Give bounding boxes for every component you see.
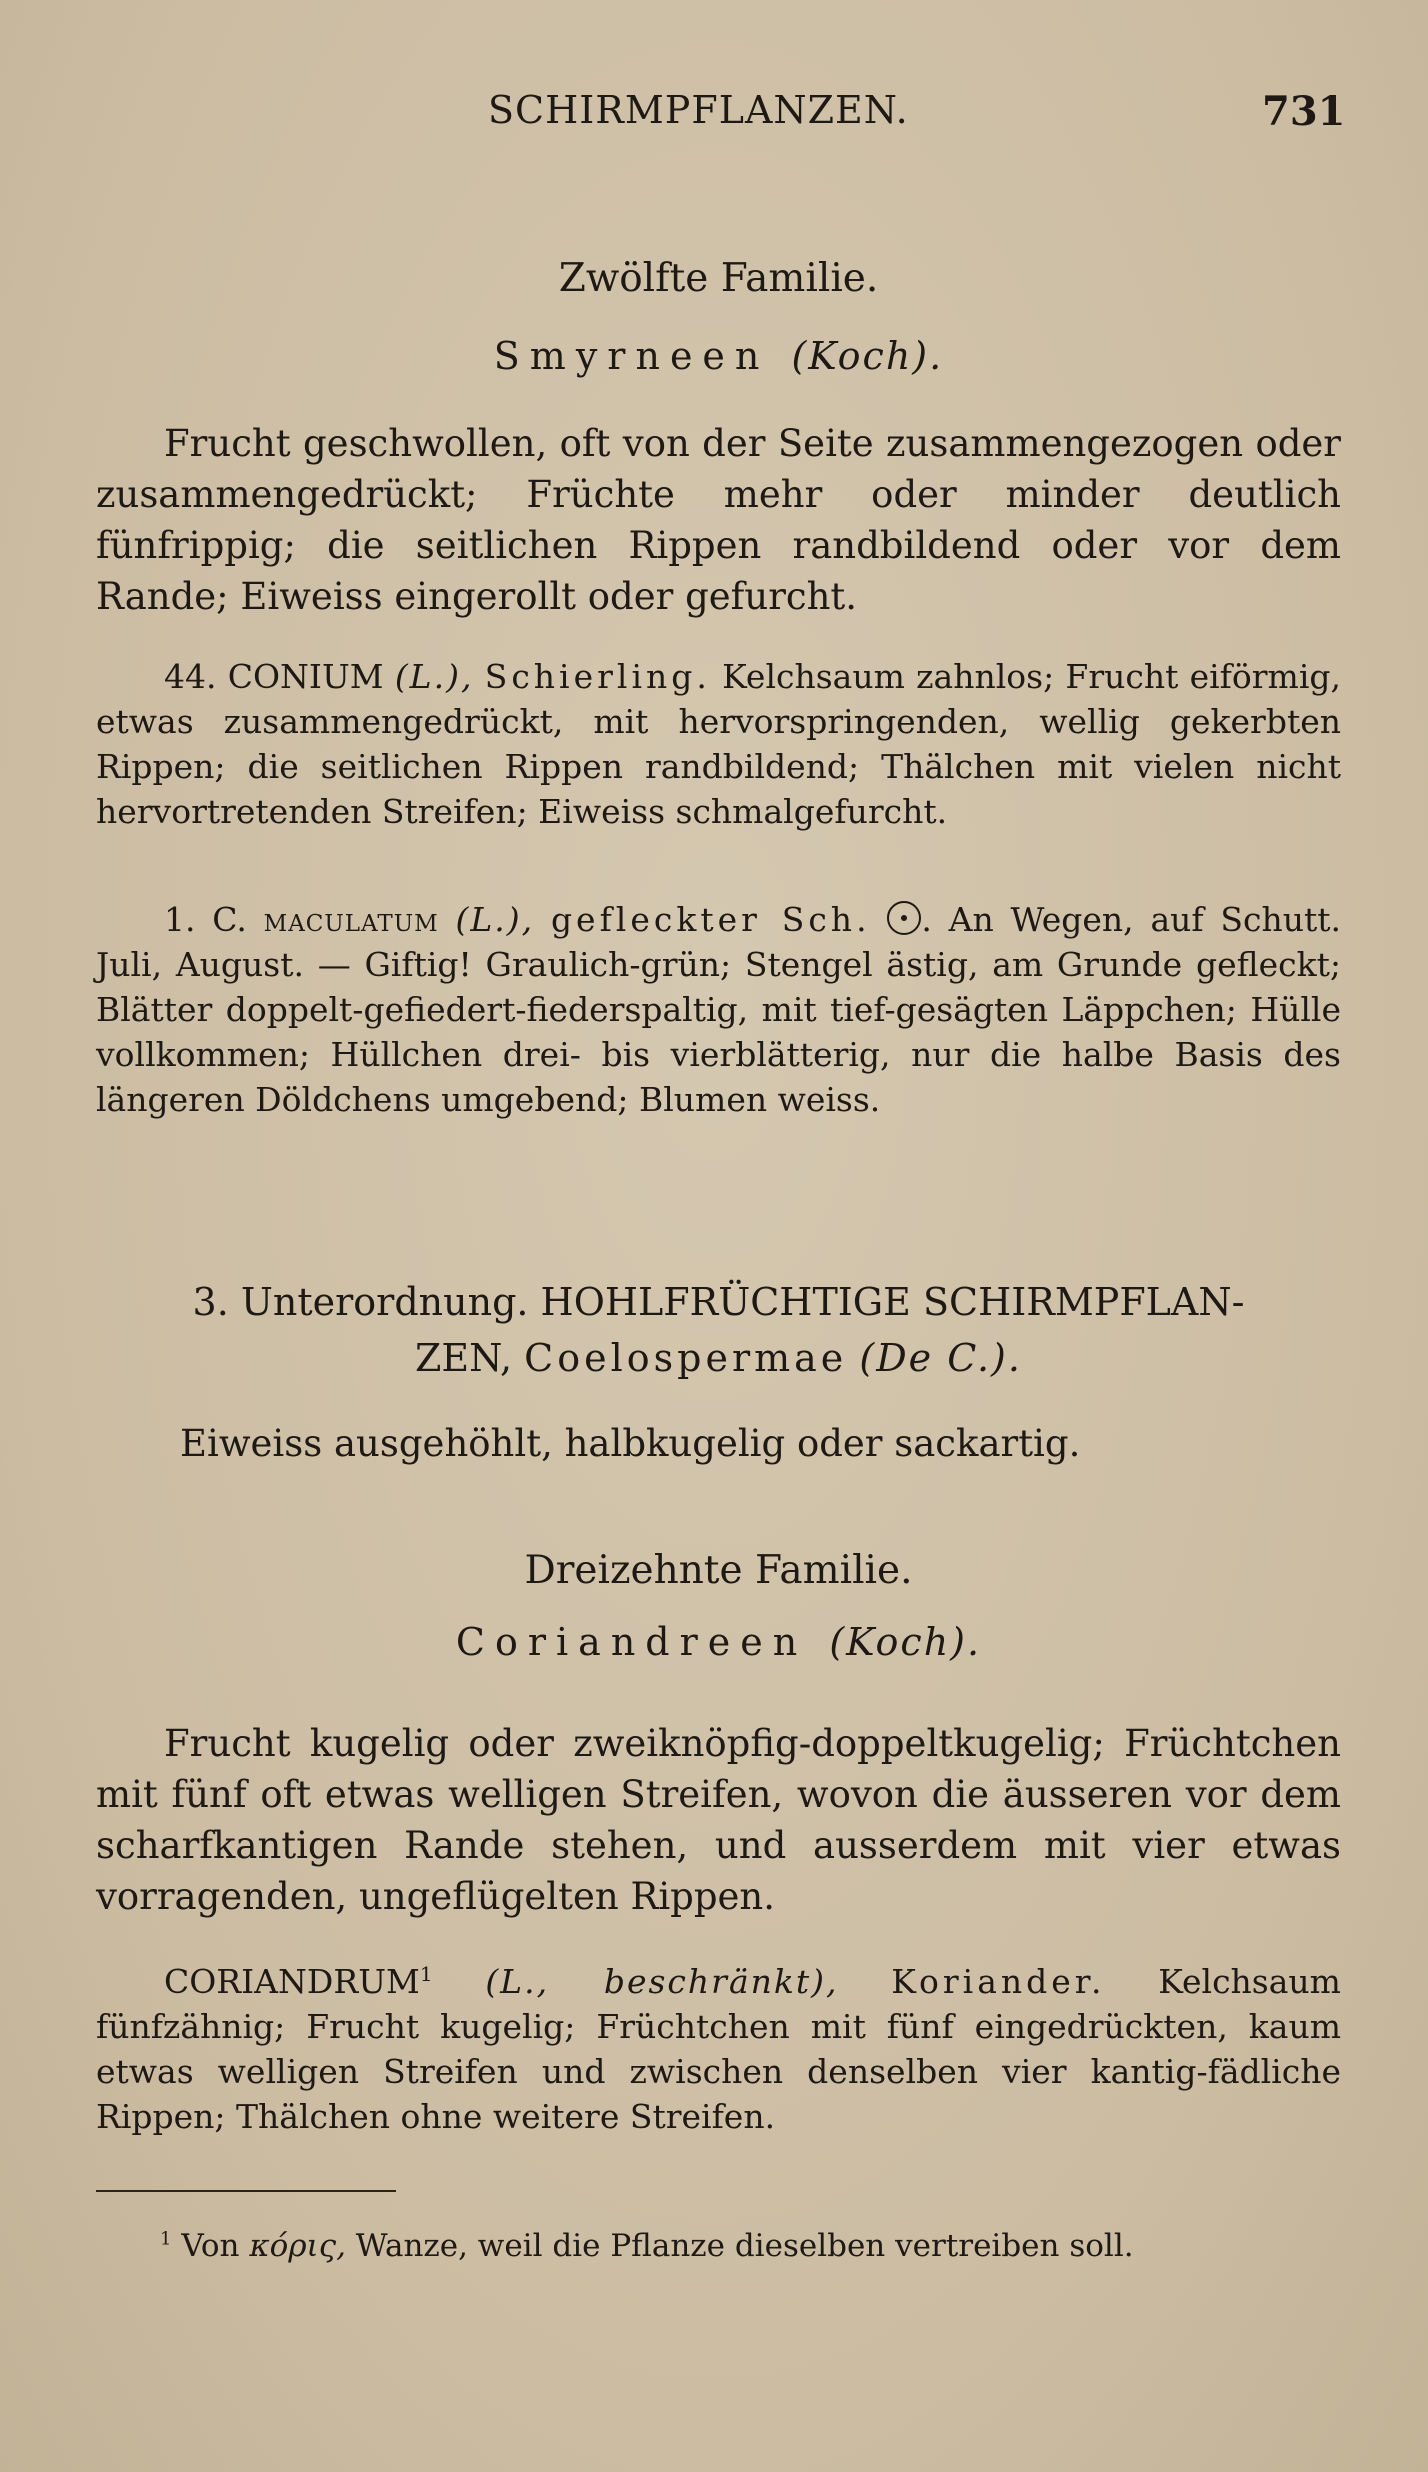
description-text: Frucht geschwollen, oft von der Seite zusammengezogen oder zusammengedrückt; Früchte mehr oder minder deutlich fünfrippig; die seitlichen Rippen randbildend oder vor dem Rande; Eiweiss eingerollt oder gefurcht. (96, 422, 1341, 618)
suborder-authority: (De C.). (859, 1336, 1022, 1380)
family-authority: (Koch). (829, 1620, 982, 1664)
suborder-latin-name: Coelospermae (524, 1336, 848, 1380)
suborder-line-2 (96, 1330, 1341, 1386)
genus-name: CORIANDRUM (164, 1962, 420, 2001)
page-number: 731 (1262, 88, 1346, 135)
family-name-smyrneen (96, 334, 1341, 378)
suborder-line-1: 3. Unterordnung. HOHLFRÜCHTIGE SCHIRMPFLAN- (192, 1280, 1245, 1324)
footnote-greek-word: κόρις, (249, 2228, 346, 2264)
family-authority: (Koch). (791, 334, 944, 378)
genus-common-name: Schierling. (484, 657, 711, 696)
footnote-text: Wanze, weil die Pflanze dieselben vertreiben soll. (355, 2228, 1134, 2264)
genus-name: CONIUM (227, 657, 384, 696)
genus-entry-coriandrum (96, 1952, 1341, 2139)
genus-common-name: Koriander. (891, 1962, 1106, 2001)
family-heading-smyrneen: Zwölfte Familie. (558, 256, 879, 301)
footnote (160, 2228, 1134, 2264)
species-description: . An Wegen, auf Schutt. Juli, August. — Giftig! Graulich-grün; Stengel ästig, am Grunde gefleckt; Blätter doppelt-gefiedert-fiederspaltig, mit tief-gesägten Läppchen; Hülle vollkommen; Hüllchen drei- bis vierblätterig, nur die halbe Basis des längeren Döldchens umgebend; Blumen weiss. (96, 900, 1341, 1119)
suborder-name: ZEN, (415, 1336, 513, 1380)
running-title: SCHIRMPFLANZEN. (488, 88, 909, 132)
species-authority: (L.), (455, 900, 535, 939)
family-heading-coriandreen: Dreizehnte Familie. (524, 1548, 913, 1593)
description-text: Frucht kugelig oder zweiknöpfig-doppeltkugelig; Früchtchen mit fünf oft etwas welligen Streifen, wovon die äusseren vor dem scharfkantigen Rande stehen, und ausserdem mit vier etwas vorragenden, ungeflügelten Rippen. (96, 1722, 1341, 1918)
suborder-heading (96, 1274, 1341, 1386)
genus-entry-conium (96, 654, 1341, 834)
footnote-prefix: Von (181, 2228, 240, 2264)
species-number: 1. C. (164, 900, 247, 939)
genus-description: Kelchsaum zahnlos; Frucht eiförmig, etwas zusammengedrückt, mit hervorspringenden, wellig gekerbten Rippen; die seitlichen Rippen randbildend; Thälchen mit vielen nicht hervortretenden Streifen; Eiweiss schmalgefurcht. (96, 657, 1341, 831)
suborder-description (96, 1418, 1341, 1469)
page-header (0, 88, 1428, 148)
genus-authority: (L.), (394, 657, 474, 696)
species-entry-maculatum (96, 897, 1341, 1122)
footnote-mark: 1 (160, 2228, 172, 2250)
genus-number: 44. (164, 657, 217, 696)
description-text: Eiweiss ausgehöhlt, halbkugelig oder sackartig. (180, 1422, 1081, 1465)
species-epithet: maculatum (263, 900, 439, 939)
family-name: Coriandreen (455, 1620, 808, 1664)
footnote-reference: 1 (419, 1962, 433, 1986)
family-name-coriandreen (96, 1620, 1341, 1664)
genus-authority: (L., beschränkt), (485, 1962, 839, 2001)
species-common-name: gefleckter Sch. (550, 900, 871, 939)
family-description-smyrneen (96, 418, 1341, 622)
annual-symbol-icon (887, 901, 921, 935)
footnote-divider (96, 2190, 396, 2192)
family-description-coriandreen (96, 1718, 1341, 1922)
genus-description: Kelchsaum fünfzähnig; Frucht kugelig; Früchtchen mit fünf eingedrückten, kaum etwas welligen Streifen und zwischen denselben vier kantig-fädliche Rippen; Thälchen ohne weitere Streifen. (96, 1962, 1341, 2136)
family-name: Smyrneen (493, 334, 770, 378)
